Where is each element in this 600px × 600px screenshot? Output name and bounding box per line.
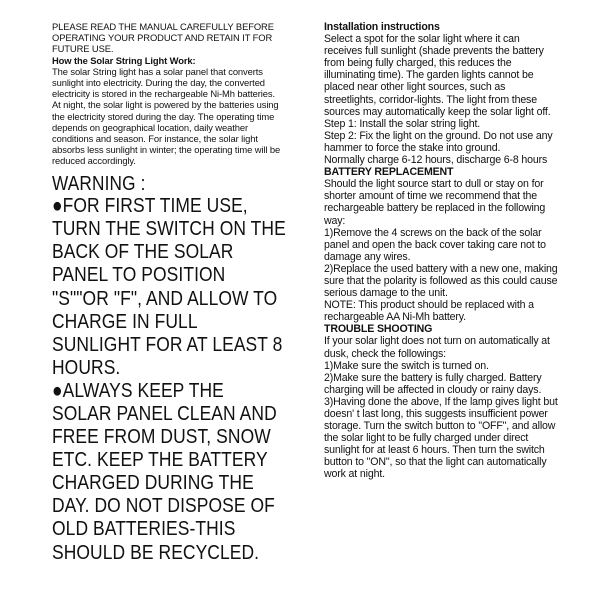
installation-step-1: Step 1: Install the solar string light. (324, 117, 481, 130)
battery-replacement-heading: BATTERY REPLACEMENT (324, 166, 454, 179)
trouble-shooting-body: If your solar light does not turn on automatically at dusk, check the followings: (324, 335, 550, 360)
how-it-works-body: The solar String light has a solar panel that converts sunlight into electricity. During the day, the converted electricity is stored in the rechargeable Ni-Mh batteries. At night, the solar light is powered by the batteries using the electricity stored during the day. The operating time depends on geographical location, daily weather conditions and season. For instance, the solar light absorbs less sunlight in winter; the operating time will be reduced accordingly. (52, 65, 281, 167)
installation-heading: Installation instructions (324, 21, 440, 33)
trouble-shooting-heading: TROUBLE SHOOTING (324, 323, 433, 336)
installation-body: Select a spot for the solar light where it can receives full sunlight (shade prevents the battery from being fully charged, this reduces the illuminating time). The garden lights cannot be placed near other light sources, such as streetlights, corridor-lights. The light from these sources may automatically keep the solar light off. (324, 33, 551, 118)
battery-note: NOTE: This product should be replaced with a rechargeable AA Ni-Mh battery. (324, 299, 534, 324)
how-it-works-heading: How the Solar String Light Work: (52, 54, 196, 66)
trouble-step-3: 3)Having done the above, If the lamp gives light but doesn' t last long, this suggests insufficient power storage. Turn the switch button to "OFF", and allow the solar light to be fully charged under direct sunlight for at least 6 hours. Then turn the switch button to "ON", so that the light can automatically work at night. (324, 395, 558, 481)
charge-discharge-note: Normally charge 6-12 hours, discharge 6-8 hours (324, 154, 548, 167)
trouble-step-2: 2)Make sure the battery is fully charged. Battery charging will be affected in cloudy or rainy days. (324, 371, 542, 396)
trouble-step-1: 1)Make sure the switch is turned on. (324, 359, 489, 372)
warning-maintenance: ●ALWAYS KEEP THE SOLAR PANEL CLEAN AND FREE FROM DUST, SNOW ETC. KEEP THE BATTERY CHARGED DURING THE DAY. DO NOT DISPOSE OF OLD BATTERIES-THIS SHOULD BE RECYCLED. (52, 379, 277, 564)
battery-replacement-body: Should the light source start to dull or stay on for shorter amount of time we recommend that the rechargeable battery be replaced in the following way: (324, 178, 546, 227)
right-column (324, 21, 560, 481)
warning-first-use: ●FOR FIRST TIME USE, TURN THE SWITCH ON THE BACK OF THE SOLAR PANEL TO POSITION "S""OR "F", AND ALLOW TO CHARGE IN FULL SUNLIGHT FOR AT LEAST 8 HOURS. (52, 195, 286, 379)
installation-step-2: Step 2: Fix the light on the ground. Do not use any hammer to force the stake into ground. (324, 129, 553, 154)
warning-title: WARNING : (52, 172, 146, 195)
battery-step-1: 1)Remove the 4 screws on the back of the solar panel and open the back cover taking care not to damage any wires. (324, 226, 546, 263)
left-column (52, 21, 284, 565)
intro-notice: PLEASE READ THE MANUAL CAREFULLY BEFORE OPERATING YOUR PRODUCT AND RETAIN IT FOR FUTURE USE. (52, 21, 274, 55)
battery-step-2: 2)Replace the used battery with a new one, making sure that the polarity is followed as this could cause serious damage to the unit. (324, 262, 558, 300)
